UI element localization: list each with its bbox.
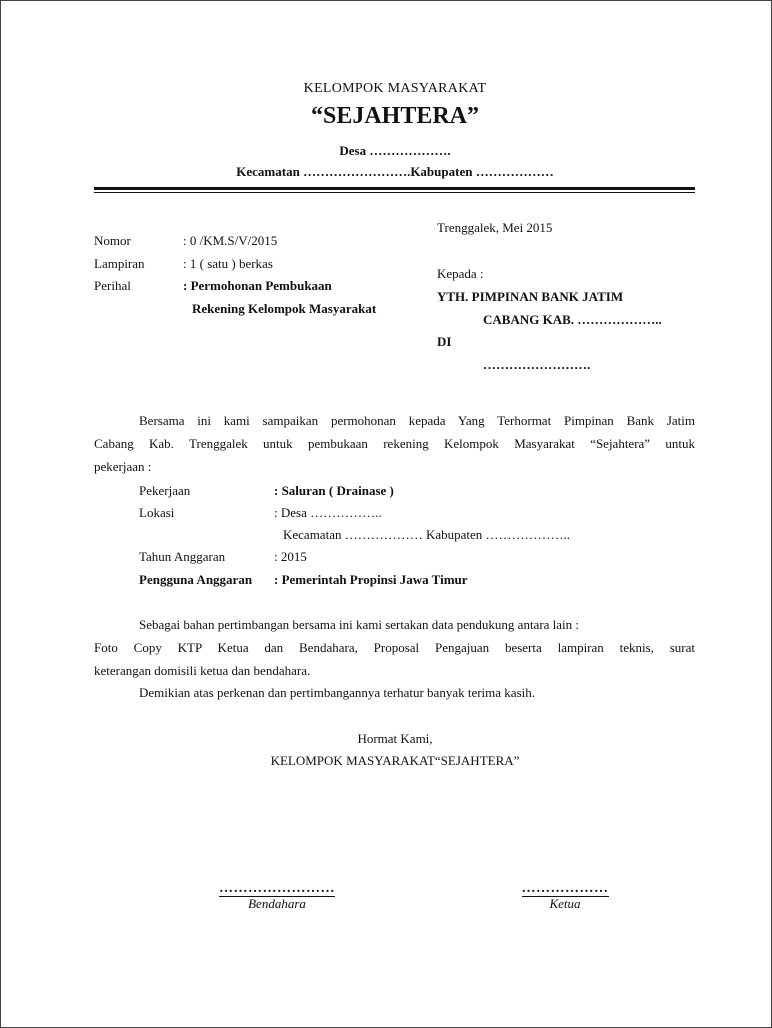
paragraph-intro-line: Bersama ini kami sampaikan permohonan kepada Yang Terhormat Pimpinan Bank Jatim [139, 413, 695, 428]
letterhead-rule-thick [94, 187, 695, 190]
paragraph-attachments-line: keterangan domisili ketua dan bendahara. [94, 663, 311, 678]
closing-hormat: Hormat Kami, [357, 731, 433, 746]
perihal-line-2: Rekening Kelompok Masyarakat [192, 301, 377, 316]
paragraph-intro-line: pekerjaan : [94, 459, 152, 474]
paragraph-attachments [94, 613, 695, 682]
paragraph-intro-line: Cabang Kab. Trenggalek untuk pembukaan rekening Kelompok Masyarakat “Sejahtera” untuk [94, 436, 695, 451]
pengguna-anggaran-label: Pengguna Anggaran [139, 572, 253, 587]
letterhead-org: KELOMPOK MASYARAKAT [303, 81, 487, 96]
signature-bendahara-title: Bendahara [248, 896, 306, 911]
letterhead-desa: Desa ………………. [339, 143, 451, 158]
recipient-yth: YTH. PIMPINAN BANK JATIM [437, 289, 624, 304]
paragraph-attachments-line: Foto Copy KTP Ketua dan Bendahara, Proposal Pengajuan beserta lampiran teknis, surat [94, 640, 695, 655]
signature-bendahara [197, 879, 357, 897]
signature-ketua-line: ……………… [521, 881, 609, 896]
nomor-label: Nomor [94, 233, 131, 248]
lokasi-value-kecamatan: Kecamatan ……………… Kabupaten ……………….. [283, 527, 571, 542]
pengguna-anggaran-value: : Pemerintah Propinsi Jawa Timur [274, 572, 468, 587]
recipient-cabang: CABANG KAB. ……………….. [483, 312, 662, 327]
pekerjaan-value: : Saluran ( Drainase ) [274, 483, 394, 498]
closing-org: KELOMPOK MASYARAKAT“SEJAHTERA” [270, 753, 520, 768]
lokasi-value-desa: : Desa …………….. [274, 505, 382, 520]
lampiran-label: Lampiran [94, 256, 145, 271]
place-date: Trenggalek, Mei 2015 [437, 220, 553, 235]
lampiran-value: : 1 ( satu ) berkas [183, 256, 273, 271]
letterhead-name: “SEJAHTERA” [310, 103, 480, 129]
letterhead-rule-thin [94, 192, 695, 193]
tahun-anggaran-label: Tahun Anggaran [139, 549, 226, 564]
paragraph-closing: Demikian atas perkenan dan pertimbangannya terhatur banyak terima kasih. [139, 685, 535, 700]
recipient-place: ……………………. [483, 357, 591, 372]
paragraph-attachments-line: Sebagai bahan pertimbangan bersama ini kami sertakan data pendukung antara lain : [139, 617, 580, 632]
signature-bendahara-line: …………………… [219, 881, 335, 896]
paragraph-intro [94, 409, 695, 478]
signature-ketua [485, 879, 645, 897]
pekerjaan-label: Pekerjaan [139, 483, 191, 498]
perihal-line-1: : Permohonan Pembukaan [183, 278, 332, 293]
perihal-label: Perihal [94, 278, 131, 293]
nomor-value: : 0 /KM.S/V/2015 [183, 233, 278, 248]
recipient-di: DI [437, 334, 452, 349]
tahun-anggaran-value: : 2015 [274, 549, 307, 564]
lokasi-label: Lokasi [139, 505, 175, 520]
signature-ketua-title: Ketua [549, 896, 581, 911]
kepada-label: Kepada : [437, 266, 484, 281]
letterhead-kecamatan-kabupaten: Kecamatan …………………….Kabupaten ……………… [236, 164, 554, 179]
